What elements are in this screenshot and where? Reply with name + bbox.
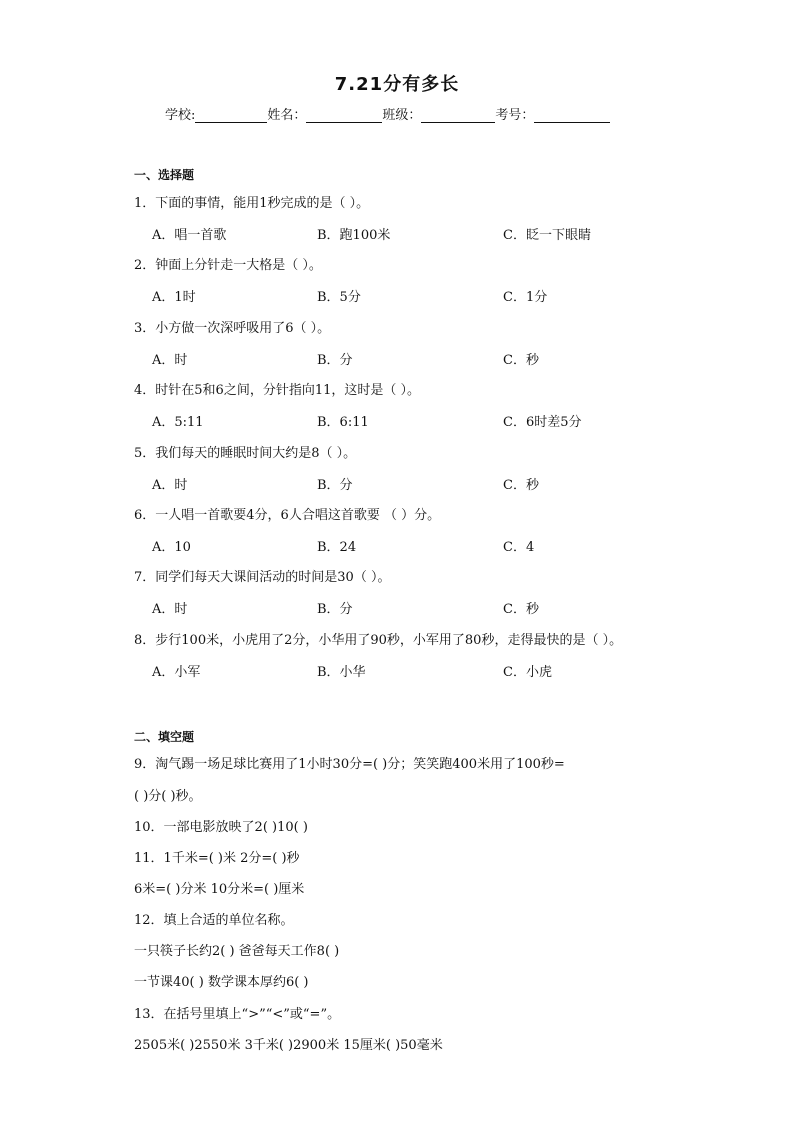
question-3: 3．小方做一次深呼吸用了6（ ）。	[134, 320, 331, 336]
question-4-option-a[interactable]: A．5:11	[152, 415, 204, 431]
question-10: 10．一部电影放映了2( )10( )	[134, 820, 308, 835]
question-1: 1．下面的事情，能用1秒完成的是（ ）。	[134, 196, 370, 211]
question-2-option-c[interactable]: C．1分	[503, 290, 548, 306]
page-title: 7.21分有多长	[334, 74, 460, 95]
question-6-option-b[interactable]: B．24	[317, 540, 357, 555]
question-11-line-2: 6米=( )分米 10分米=( )厘米	[134, 882, 305, 897]
question-5-option-a[interactable]: A．时	[152, 477, 188, 493]
number-blank[interactable]	[534, 108, 610, 123]
question-1-option-c[interactable]: C．眨一下眼睛	[503, 228, 591, 243]
section-choice-heading: 一、选择题	[134, 168, 195, 182]
question-4-option-c[interactable]: C．6时差5分	[503, 415, 582, 431]
class-blank[interactable]	[421, 108, 495, 123]
question-6-option-c[interactable]: C．4	[503, 540, 535, 555]
student-info-line	[165, 104, 610, 123]
question-8-option-a[interactable]: A．小军	[152, 664, 201, 680]
question-1-option-a[interactable]: A．唱一首歌	[152, 228, 227, 243]
question-4: 4．时针在5和6之间，分针指向11，这时是（ ）。	[134, 383, 420, 399]
question-5: 5．我们每天的睡眠时间大约是8（ ）。	[134, 445, 357, 461]
school-label: 学校:	[165, 108, 196, 123]
name-blank[interactable]	[306, 108, 382, 123]
question-7-option-b[interactable]: B．分	[317, 602, 353, 618]
question-6: 6．一人唱一首歌要4分，6人合唱这首歌要 （ ）分。	[134, 508, 441, 523]
question-12-line-1: 一只筷子长约2( ) 爸爸每天工作8( )	[134, 944, 340, 959]
question-11-line-1: 11．1千米=( )米 2分=( )秒	[134, 851, 300, 866]
question-13-line-1: 2505米( )2550米 3千米( )2900米 15厘米( )50毫米	[134, 1038, 443, 1053]
question-8-option-c[interactable]: C．小虎	[503, 664, 552, 680]
question-12: 12．填上合适的单位名称。	[134, 913, 294, 928]
question-5-option-b[interactable]: B．分	[317, 477, 353, 493]
question-7-option-a[interactable]: A．时	[152, 602, 188, 618]
question-3-option-b[interactable]: B．分	[317, 352, 353, 368]
question-9-line-1: 9．淘气踢一场足球比赛用了1小时30分=( )分；笑笑跑400米用了100秒=	[134, 757, 565, 772]
question-1-option-b[interactable]: B．跑100米	[317, 228, 391, 243]
question-4-option-b[interactable]: B．6:11	[317, 415, 369, 431]
question-9-line-2: ( )分( )秒。	[134, 789, 202, 804]
class-label: 班级：	[382, 108, 422, 123]
question-3-option-c[interactable]: C．秒	[503, 352, 539, 368]
question-3-option-a[interactable]: A．时	[152, 352, 188, 368]
question-7-option-c[interactable]: C．秒	[503, 602, 539, 618]
name-label: 姓名：	[267, 108, 307, 123]
question-8: 8．步行100米，小虎用了2分，小华用了90秒，小军用了80秒，走得最快的是（ ）。	[134, 632, 623, 648]
section-fill-heading: 二、填空题	[134, 730, 195, 744]
question-7: 7．同学们每天大课间活动的时间是30（ ）。	[134, 570, 391, 586]
question-12-line-2: 一节课40( ) 数学课本厚约6( )	[134, 975, 309, 990]
school-blank[interactable]	[195, 108, 267, 123]
question-2: 2．钟面上分针走一大格是（ ）。	[134, 258, 322, 274]
question-13: 13．在括号里填上“>”“<”或“=”。	[134, 1007, 341, 1022]
question-5-option-c[interactable]: C．秒	[503, 477, 539, 493]
number-label: 考号：	[495, 108, 535, 123]
question-8-option-b[interactable]: B．小华	[317, 664, 366, 680]
question-2-option-a[interactable]: A．1时	[152, 290, 196, 306]
question-2-option-b[interactable]: B．5分	[317, 290, 361, 306]
question-6-option-a[interactable]: A．10	[152, 540, 191, 555]
